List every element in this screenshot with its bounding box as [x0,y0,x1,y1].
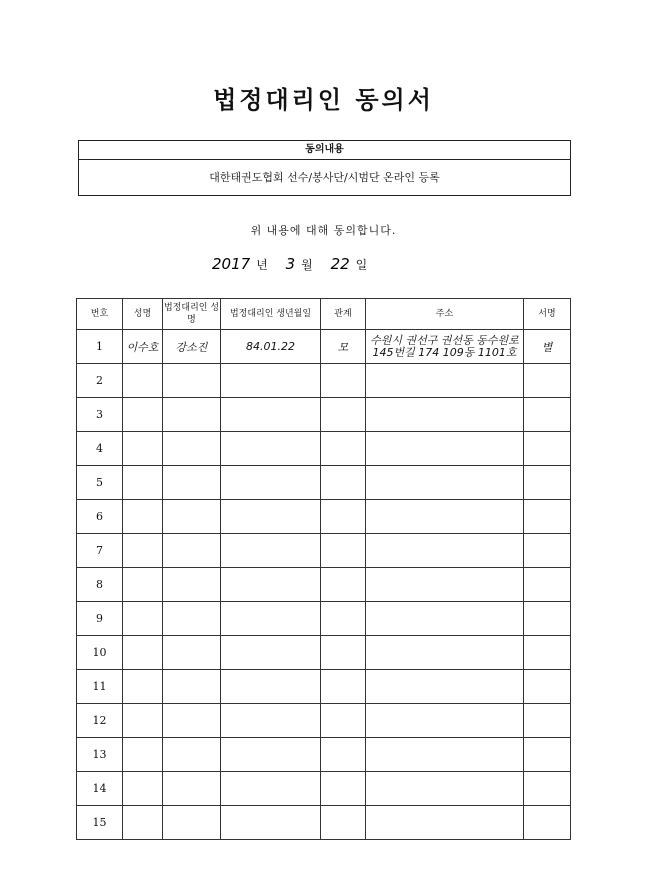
relation [321,534,366,568]
date-year: 2017 [212,255,251,273]
address [366,534,524,568]
address-line-2: 145번길 174 109동 1101호 [372,345,517,359]
consent-content-box [78,140,571,196]
row-number: 10 [77,636,123,670]
guardian-birthdate [221,704,321,738]
table-row [77,704,571,738]
relation [321,772,366,806]
guardian-name [163,636,221,670]
guardian-birthdate [221,364,321,398]
relation [321,568,366,602]
row-number: 4 [77,432,123,466]
header-guardian-name: 법정대리인 성명 [163,299,221,330]
address [366,670,524,704]
row-number: 7 [77,534,123,568]
guardian-birthdate [221,534,321,568]
relation [321,670,366,704]
student-name [123,534,163,568]
address [366,738,524,772]
guardian-birthdate: 84.01.22 [221,330,321,364]
date-month: 3 [285,255,296,273]
address [366,806,524,840]
header-name: 성명 [123,299,163,330]
guardian-name [163,568,221,602]
signature [524,738,571,772]
guardian-birthdate [221,432,321,466]
guardian-birthdate [221,466,321,500]
document-title: 법정대리인 동의서 [213,85,434,114]
signature: 별 [524,330,571,364]
address [366,364,524,398]
student-name [123,670,163,704]
row-number: 2 [77,364,123,398]
student-name: 이수호 [123,330,163,364]
relation [321,602,366,636]
row-number: 8 [77,568,123,602]
guardian-birthdate [221,398,321,432]
relation: 모 [321,330,366,364]
relation [321,398,366,432]
table-row [77,806,571,840]
relation [321,500,366,534]
relation [321,704,366,738]
table-row [77,330,571,364]
table-row [77,670,571,704]
relation [321,806,366,840]
header-address: 주소 [366,299,524,330]
guardian-birthdate [221,568,321,602]
student-name [123,602,163,636]
signature [524,432,571,466]
address [366,432,524,466]
guardian-name [163,432,221,466]
guardian-birthdate [221,806,321,840]
agreement-statement: 위 내용에 대해 동의합니다. [250,224,397,237]
date-day-unit: 일 [355,258,368,272]
header-no: 번호 [77,299,123,330]
address [366,636,524,670]
relation [321,738,366,772]
address [366,772,524,806]
student-name [123,636,163,670]
table-row [77,534,571,568]
guardian-birthdate [221,636,321,670]
address [366,330,524,364]
address [366,568,524,602]
relation [321,432,366,466]
table-row [77,432,571,466]
guardian-birthdate [221,772,321,806]
guardian-name [163,500,221,534]
consent-header: 동의내용 [79,141,570,160]
guardian-name [163,670,221,704]
student-name [123,568,163,602]
row-number: 3 [77,398,123,432]
signature [524,500,571,534]
student-name [123,398,163,432]
table-row [77,500,571,534]
relation [321,636,366,670]
guardian-birthdate [221,670,321,704]
signature [524,670,571,704]
guardian-name [163,602,221,636]
address [366,398,524,432]
signature [524,466,571,500]
student-name [123,806,163,840]
row-number: 11 [77,670,123,704]
row-number: 9 [77,602,123,636]
signature [524,364,571,398]
student-name [123,432,163,466]
table-row [77,772,571,806]
guardian-name [163,364,221,398]
row-number: 6 [77,500,123,534]
header-relation: 관계 [321,299,366,330]
student-name [123,772,163,806]
row-number: 1 [77,330,123,364]
guardian-name [163,772,221,806]
header-signature: 서명 [524,299,571,330]
table-row [77,636,571,670]
table-row [77,568,571,602]
date-line [212,255,381,273]
guardian-birthdate [221,602,321,636]
row-number: 5 [77,466,123,500]
row-number: 14 [77,772,123,806]
row-number: 15 [77,806,123,840]
student-name [123,500,163,534]
guardian-name [163,806,221,840]
table-header-row [77,299,571,330]
guardian-name [163,398,221,432]
address-line-1: 수원시 권선구 권선동 동수원로 [370,333,519,347]
signature [524,534,571,568]
consent-body: 대한태권도협회 선수/봉사단/시범단 온라인 등록 [209,171,440,184]
guardian-name [163,704,221,738]
table-row [77,466,571,500]
signature [524,636,571,670]
guardian-name [163,534,221,568]
address [366,602,524,636]
guardian-roster-table [76,298,571,840]
guardian-name [163,738,221,772]
table-row [77,602,571,636]
table-row [77,364,571,398]
table-row [77,738,571,772]
signature [524,806,571,840]
signature [524,568,571,602]
row-number: 13 [77,738,123,772]
date-year-unit: 년 [256,258,268,272]
guardian-name: 강소진 [163,330,221,364]
signature [524,772,571,806]
guardian-birthdate [221,738,321,772]
guardian-birthdate [221,500,321,534]
row-number: 12 [77,704,123,738]
student-name [123,704,163,738]
relation [321,466,366,500]
student-name [123,738,163,772]
date-month-unit: 월 [301,258,313,272]
header-guardian-birth: 법정대리인 생년월일 [221,299,321,330]
signature [524,602,571,636]
guardian-name [163,466,221,500]
table-row [77,398,571,432]
relation [321,364,366,398]
date-day: 22 [330,255,350,273]
student-name [123,466,163,500]
student-name [123,364,163,398]
signature [524,398,571,432]
address [366,466,524,500]
address [366,704,524,738]
address [366,500,524,534]
signature [524,704,571,738]
